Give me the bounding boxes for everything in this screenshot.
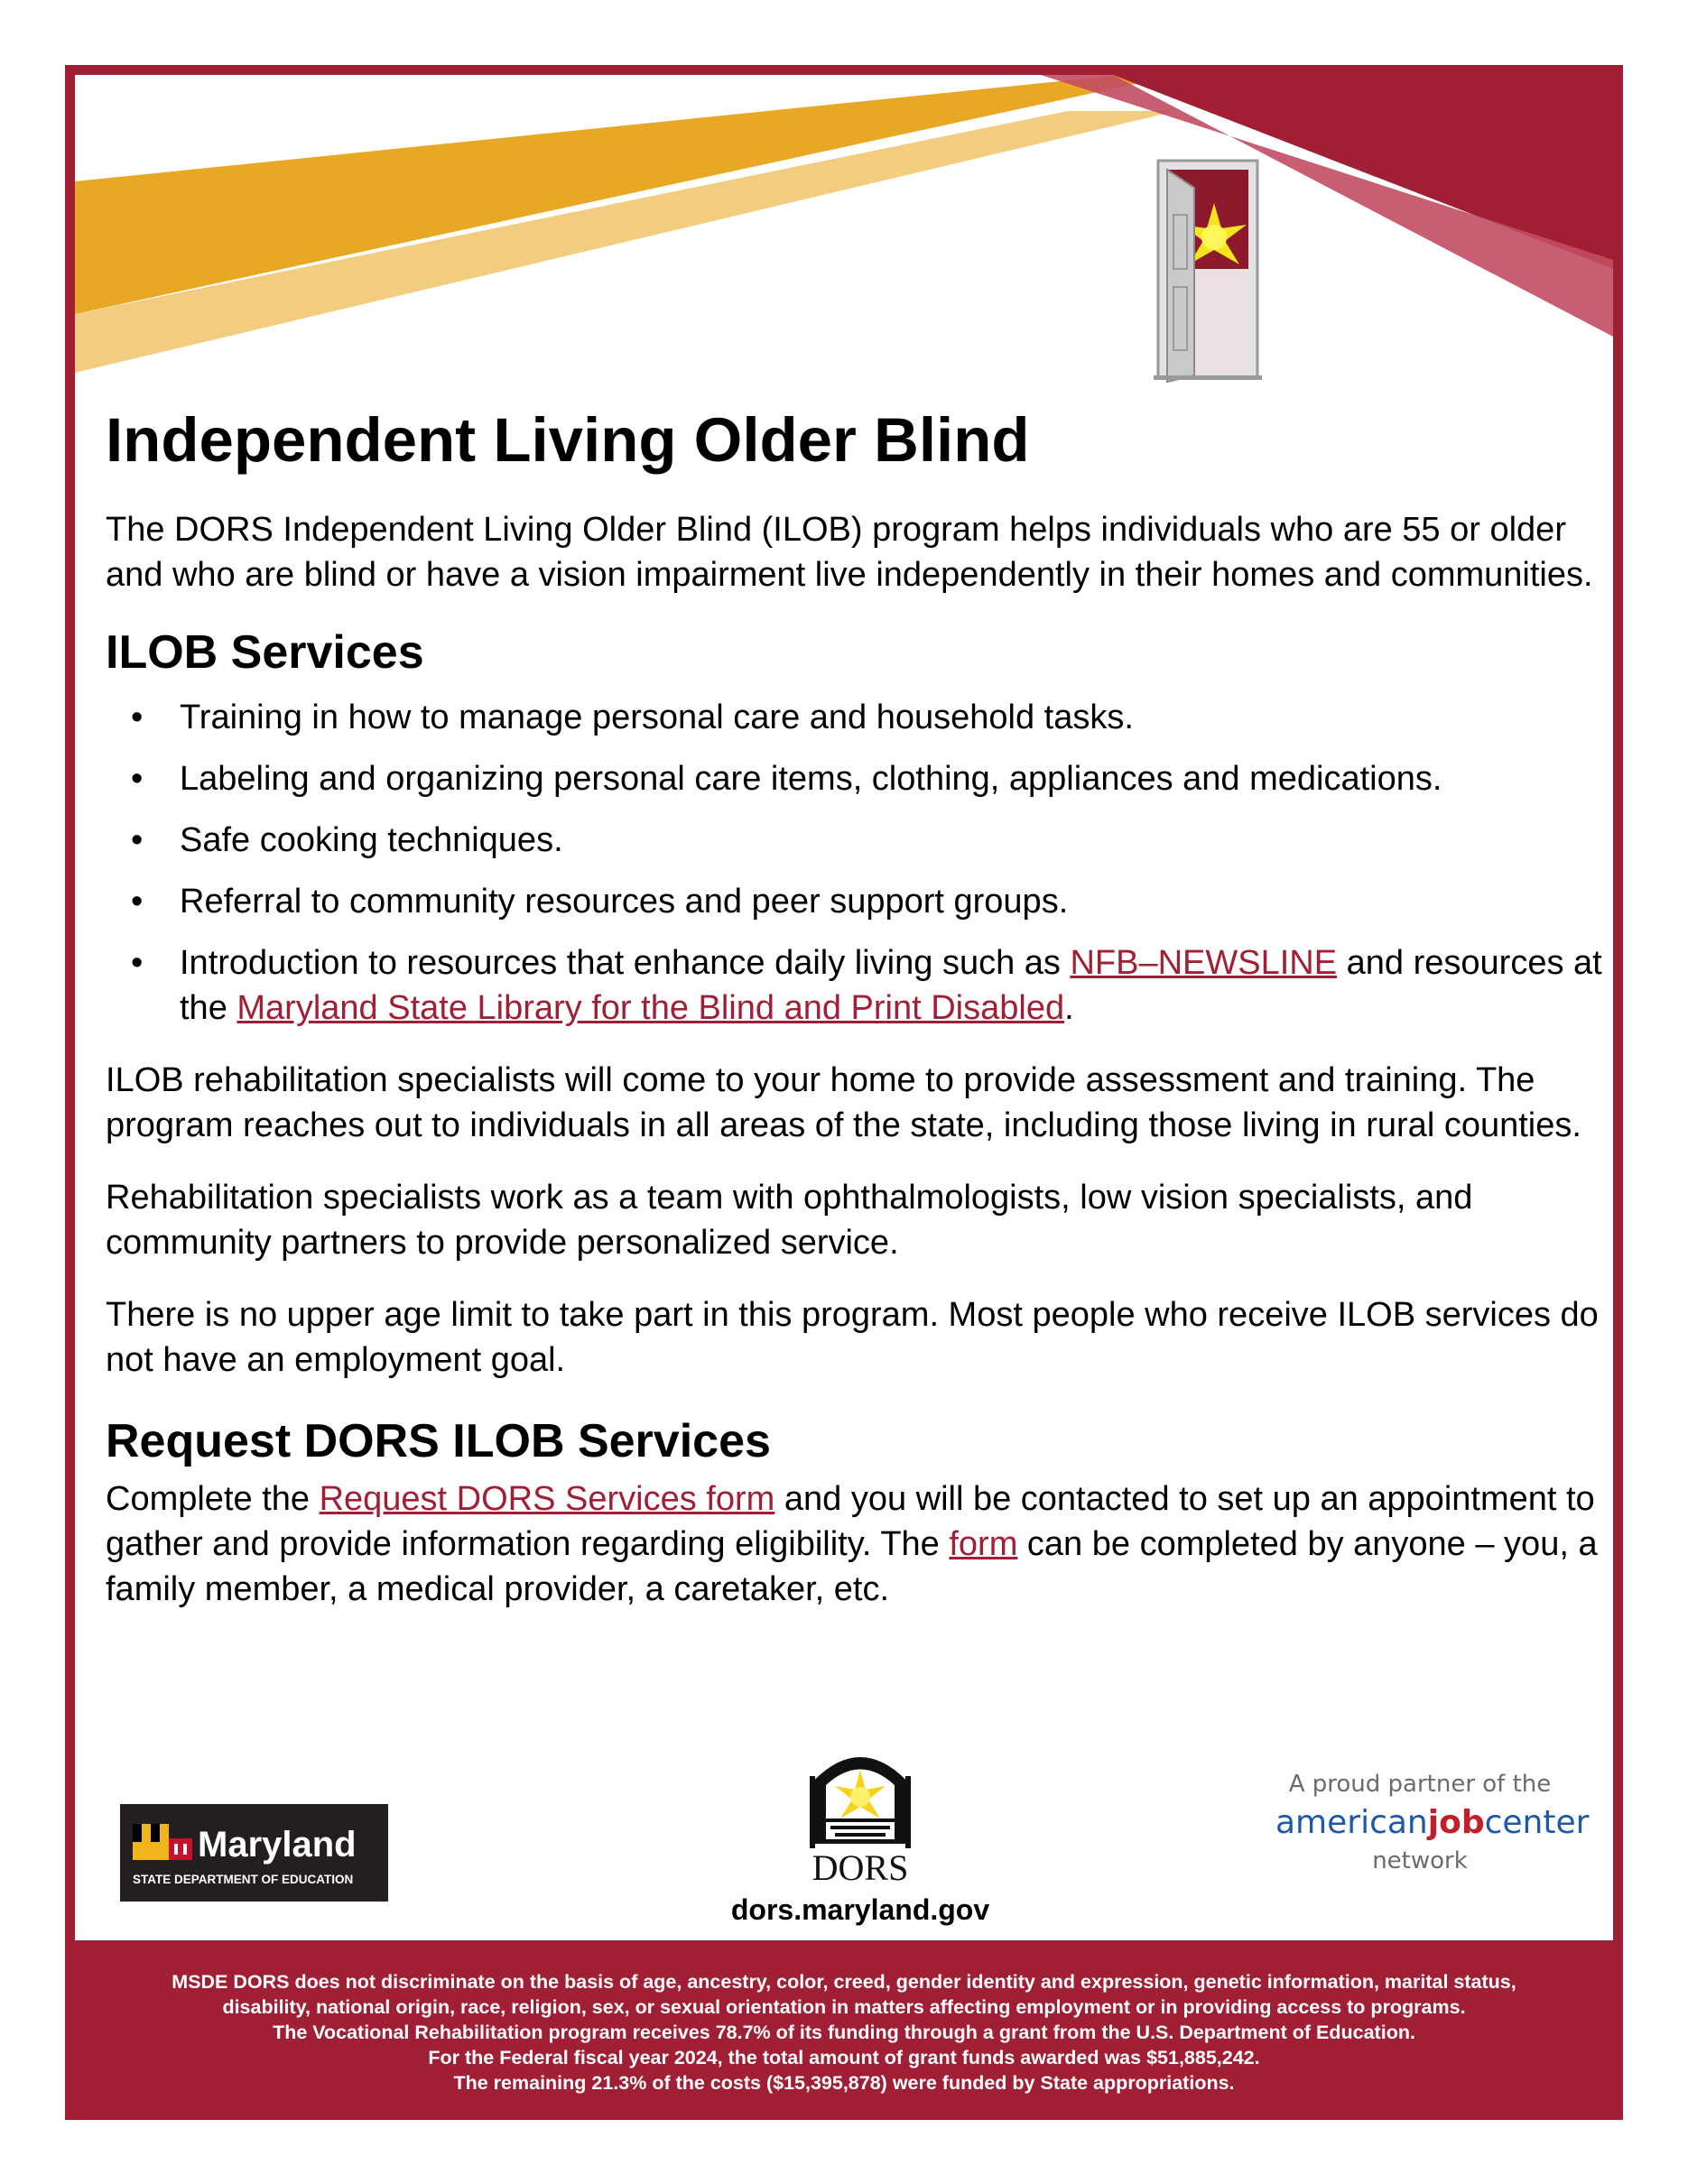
list-item <box>106 756 1604 801</box>
dors-logo <box>788 1735 932 1889</box>
body-paragraph: There is no upper age limit to take part in this program. Most people who receive ILOB services do not have an employment goal. <box>106 1296 1599 1379</box>
dors-website[interactable]: dors.maryland.gov <box>730 1893 990 1926</box>
ajc-network-text: network <box>1372 1847 1468 1874</box>
list-item <box>106 695 1604 740</box>
body-paragraph: Rehabilitation specialists work as a team with ophthalmologists, low vision specialists, and community partners to provide personalized service. <box>106 1179 1473 1262</box>
request-paragraph <box>106 1476 1604 1612</box>
service-text: and resources at the <box>180 944 1602 1027</box>
list-item <box>106 940 1604 1031</box>
logo-row <box>75 1735 1613 1934</box>
service-text: Referral to community resources and peer support groups. <box>180 883 1069 921</box>
maryland-library-link[interactable]: Maryland State Library for the Blind and Print Disabled <box>237 989 1065 1027</box>
msde-subtitle: STATE DEPARTMENT OF EDUCATION <box>133 1873 354 1886</box>
ajc-american: american <box>1275 1804 1428 1841</box>
request-services-form-link[interactable]: Request DORS Services form <box>319 1480 775 1518</box>
page-border <box>65 65 1623 2120</box>
american-job-center-logo <box>1275 1770 1590 1896</box>
intro-paragraph: The DORS Independent Living Older Blind (ILOB) program helps individuals who are 55 or older and who are blind or have a vision impairment live independently in their homes and communities. <box>106 511 1593 594</box>
list-item <box>106 818 1604 863</box>
main-content <box>106 404 1604 1639</box>
body-paragraph: ILOB rehabilitation specialists will come to your home to provide assessment and training. The program reaches out to individuals in all areas of the state, including those living in rural counties. <box>106 1061 1581 1144</box>
services-list <box>106 695 1604 1031</box>
services-heading: ILOB Services <box>106 626 424 679</box>
request-text: and you will be contacted to set up an appointment to gather and provide information regarding eligibility. The <box>106 1480 1595 1563</box>
dors-arch-sunburst-icon <box>810 1758 911 1848</box>
request-heading: Request DORS ILOB Services <box>106 1415 771 1467</box>
ajc-center: center <box>1484 1804 1590 1841</box>
request-text: can be completed by anyone – you, a family member, a medical provider, a caretaker, etc. <box>106 1525 1598 1608</box>
form-link[interactable]: form <box>949 1525 1018 1563</box>
bullet-icon: • <box>131 944 144 982</box>
msde-name: Maryland <box>198 1825 357 1865</box>
bullet-icon: • <box>131 760 144 798</box>
dors-name: DORS <box>812 1847 909 1888</box>
bullet-icon: • <box>131 883 144 921</box>
msde-logo <box>120 1804 388 1902</box>
page-content-area <box>75 75 1613 1940</box>
service-text: Introduction to resources that enhance daily living such as <box>180 944 1071 982</box>
bullet-icon: • <box>131 821 144 859</box>
ajc-brand <box>1275 1799 1590 1847</box>
footer-line: For the Federal fiscal year 2024, the total amount of grant funds awarded was $51,885,242. <box>428 2047 1260 2068</box>
gold-band <box>75 75 1176 314</box>
service-text: Labeling and organizing personal care items, clothing, appliances and medications. <box>180 760 1442 798</box>
nfb-newsline-link[interactable]: NFB–NEWSLINE <box>1070 944 1338 982</box>
ajc-partner-text: A proud partner of the <box>1288 1771 1552 1798</box>
open-door-sunburst-icon <box>1154 161 1262 382</box>
page-title: Independent Living Older Blind <box>106 405 1030 475</box>
footer-line: The Vocational Rehabilitation program receives 78.7% of its funding through a grant from the U.S. Department of Education. <box>273 2022 1415 2043</box>
service-text: Safe cooking techniques. <box>180 821 563 859</box>
footer-line: The remaining 21.3% of the costs ($15,395,878) were funded by State appropriations. <box>453 2072 1235 2094</box>
footer-line: disability, national origin, race, religion, sex, or sexual orientation in matters affecting employment or in providing access to programs. <box>222 1996 1466 2018</box>
bullet-icon: • <box>131 699 144 736</box>
list-item <box>106 879 1604 924</box>
service-text: Training in how to manage personal care and household tasks. <box>180 699 1134 736</box>
ajc-job: job <box>1427 1804 1485 1841</box>
request-text: Complete the <box>106 1480 320 1518</box>
nondiscrimination-footer <box>65 1969 1623 2114</box>
footer-line: MSDE DORS does not discriminate on the basis of age, ancestry, color, creed, gender identity and expression, genetic information, marital status, <box>172 1971 1516 1993</box>
service-text: . <box>1064 989 1074 1027</box>
header-banner <box>75 75 1613 454</box>
